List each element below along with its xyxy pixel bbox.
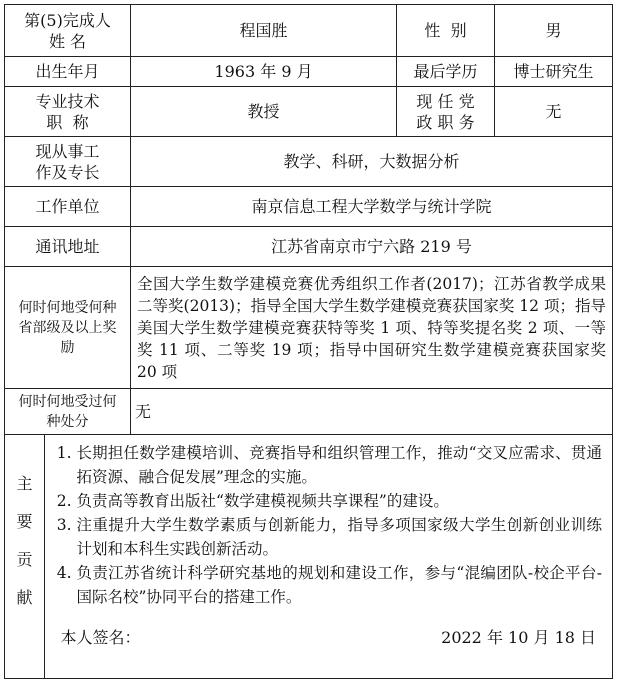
awards-value: 全国大学生数学建模竞赛优秀组织工作者(2017)；江苏省教学成果二等奖(2013)；指导全国大学生数学建模竞赛获国家奖 12 项；指导美国大学生数学建模竞赛获特等奖 1 项、特等奖提名奖 2 项、一等奖 11 项、二等奖 19 项；指导中国研究生数学建模竞赛获国家奖 20 项	[131, 267, 613, 389]
awards-label: 何时何地受何种 省部级及以上奖 励	[5, 267, 131, 389]
expertise-label: 现从事工 作及专长	[5, 137, 131, 187]
signature-line	[57, 627, 603, 649]
education-label: 最后学历	[397, 57, 495, 87]
contribution-list	[57, 441, 603, 609]
contribution-item: 3. 注重提升大学生数学素质与创新能力，指导多项国家级大学生创新创业训练计划和本科生实践创新活动。	[77, 513, 603, 561]
contribution-item: 4. 负责江苏省统计科学研究基地的规划和建设工作，参与“混编团队-校企平台-国际名校”协同平台的搭建工作。	[77, 561, 603, 609]
contribution-item: 2. 负责高等教育出版社“数学建模视频共享课程”的建设。	[77, 489, 603, 513]
gender-label: 性 别	[397, 5, 495, 57]
personnel-form	[4, 4, 613, 679]
party-post-label: 现 任 党 政 职 务	[397, 87, 495, 137]
name-value: 程国胜	[131, 5, 397, 57]
penalty-label: 何时何地受过何 种处分	[5, 389, 131, 435]
address-label: 通讯地址	[5, 227, 131, 267]
contribution-label: 主 要 贡 献	[5, 435, 131, 679]
expertise-value: 教学、科研，大数据分析	[131, 137, 613, 187]
address-value: 江苏省南京市宁六路 219 号	[131, 227, 613, 267]
workplace-value: 南京信息工程大学数学与统计学院	[131, 187, 613, 227]
penalty-value: 无	[131, 389, 613, 435]
signature-date: 2022 年 10 月 18 日	[441, 628, 597, 647]
gender-value: 男	[495, 5, 613, 57]
workplace-label: 工作单位	[5, 187, 131, 227]
birth-value: 1963 年 9 月	[131, 57, 397, 87]
name-label: 第(5)完成人 姓 名	[5, 5, 131, 57]
contribution-item: 1. 长期担任数学建模培训、竞赛指导和组织管理工作，推动“交叉应需求、贯通拓资源、融合促发展”理念的实施。	[77, 441, 603, 489]
education-value: 博士研究生	[495, 57, 613, 87]
party-post-value: 无	[495, 87, 613, 137]
title-value: 教授	[131, 87, 397, 137]
contribution-content	[60, 435, 613, 679]
title-label: 专业技术 职 称	[5, 87, 131, 137]
birth-label: 出生年月	[5, 57, 131, 87]
signature-label: 本人签名：	[60, 628, 141, 647]
